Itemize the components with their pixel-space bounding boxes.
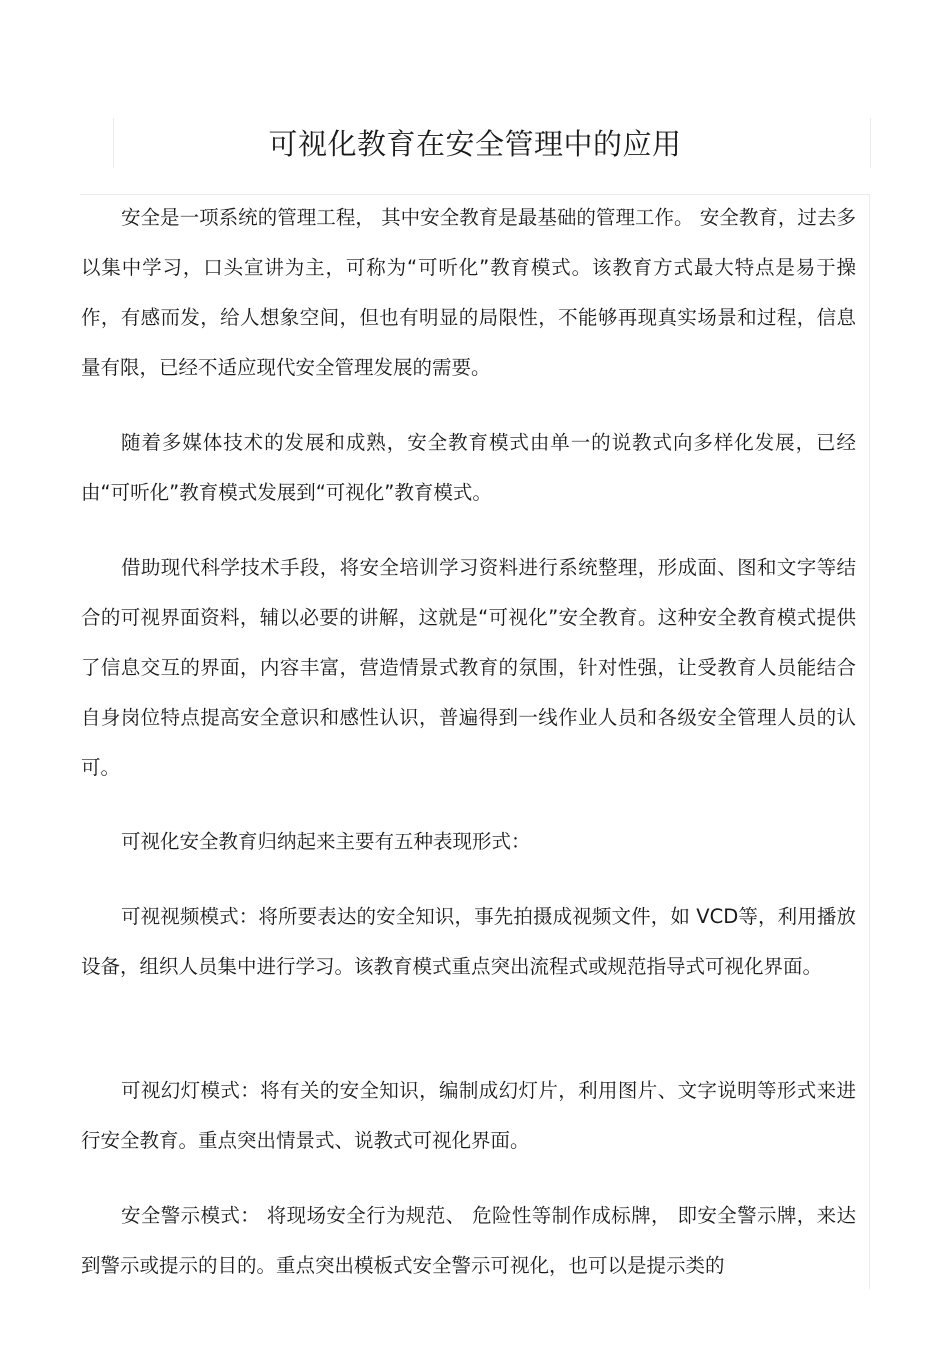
paragraph-6: 可视幻灯模式：将有关的安全知识，编制成幻灯片，利用图片、文字说明等形式来进行安全教育。重点突出情景式、说教式可视化界面。 bbox=[81, 1079, 856, 1152]
paragraph-4: 可视化安全教育归纳起来主要有五种表现形式： bbox=[121, 830, 531, 853]
paragraph-1: 安全是一项系统的管理工程， 其中安全教育是最基础的管理工作。 安全教育，过去多以集中学习，口头宣讲为主，可称为“可听化”教育模式。该教育方式最大特点是易于操作，有感而发，给人想象空间，但也有明显的局限性，不能够再现真实场景和过程，信息量有限，已经不适应现代安全管理发展的需要。 bbox=[81, 206, 856, 379]
document-title: 可视化教育在安全管理中的应用 bbox=[268, 127, 682, 161]
page-right-border bbox=[869, 194, 870, 1289]
paragraph-5: 可视视频模式：将所要表达的安全知识，事先拍摄成视频文件，如 VCD等，利用播放设备，组织人员集中进行学习。该教育模式重点突出流程式或规范指导式可视化界面。 bbox=[81, 905, 856, 978]
paragraph-3: 借助现代科学技术手段，将安全培训学习资料进行系统整理，形成面、图和文字等结合的可视界面资料，辅以必要的讲解，这就是“可视化”安全教育。这种安全教育模式提供了信息交互的界面，内容丰富，营造情景式教育的氛围，针对性强，让受教育人员能结合自身岗位特点提高安全意识和感性认识，普遍得到一线作业人员和各级安全管理人员的认可。 bbox=[81, 556, 856, 779]
paragraph-2: 随着多媒体技术的发展和成熟，安全教育模式由单一的说教式向多样化发展，已经由“可听化”教育模式发展到“可视化”教育模式。 bbox=[81, 431, 856, 504]
paragraph-7: 安全警示模式： 将现场安全行为规范、 危险性等制作成标牌， 即安全警示牌，来达到警示或提示的目的。重点突出模板式安全警示可视化，也可以是提示类的 bbox=[81, 1204, 856, 1277]
